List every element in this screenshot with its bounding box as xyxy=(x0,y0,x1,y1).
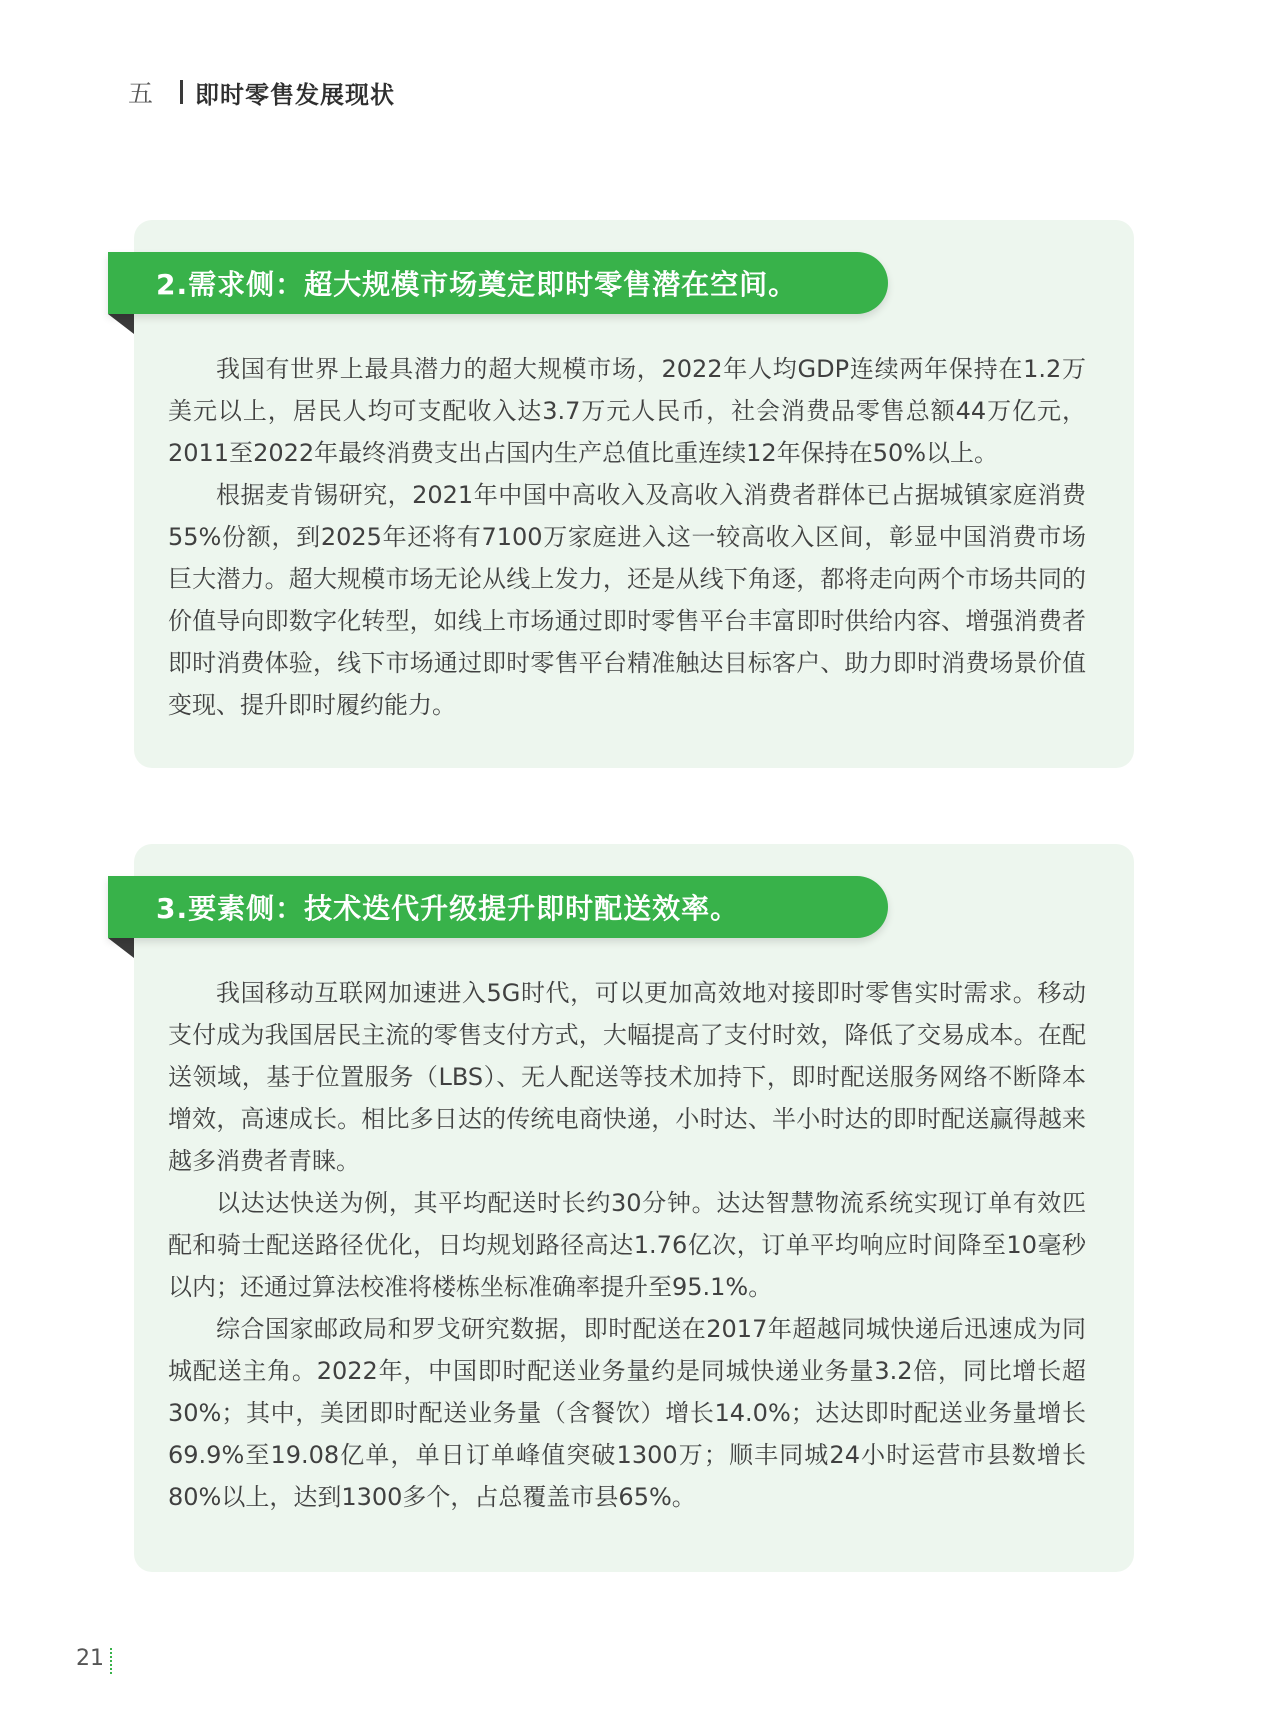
page-number: 21 xyxy=(76,1646,104,1671)
section-number: 五 xyxy=(128,79,155,108)
page-number-divider xyxy=(110,1648,112,1674)
section-header xyxy=(128,72,395,112)
factor-side-title: 3.要素侧：技术迭代升级提升即时配送效率。 xyxy=(156,892,740,925)
ribbon-fold xyxy=(108,314,134,334)
demand-side-body xyxy=(168,348,1086,726)
paragraph: 根据麦肯锡研究，2021年中国中高收入及高收入消费者群体已占据城镇家庭消费55%份额，到2025年还将有7100万家庭进入这一较高收入区间，彰显中国消费市场巨大潜力。超大规模市场无论从线上发力，还是从线下角逐，都将走向两个市场共同的价值导向即数字化转型，如线上市场通过即时零售平台丰富即时供给内容、增强消费者即时消费体验，线下市场通过即时零售平台精准触达目标客户、助力即时消费场景价值变现、提升即时履约能力。 xyxy=(168,481,1086,719)
demand-side-ribbon xyxy=(108,252,888,314)
ribbon-fold xyxy=(108,938,134,958)
demand-side-title: 2.需求侧：超大规模市场奠定即时零售潜在空间。 xyxy=(156,268,798,301)
paragraph: 综合国家邮政局和罗戈研究数据，即时配送在2017年超越同城快递后迅速成为同城配送主角。2022年，中国即时配送业务量约是同城快递业务量3.2倍，同比增长超30%；其中，美团即时配送业务量（含餐饮）增长14.0%；达达即时配送业务量增长69.9%至19.08亿单，单日订单峰值突破1300万；顺丰同城24小时运营市县数增长80%以上，达到1300多个，占总覆盖市县65%。 xyxy=(168,1315,1086,1511)
paragraph: 我国有世界上最具潜力的超大规模市场，2022年人均GDP连续两年保持在1.2万美元以上，居民人均可支配收入达3.7万元人民币，社会消费品零售总额44万亿元，2011至2022年最终消费支出占国内生产总值比重连续12年保持在50%以上。 xyxy=(168,355,1086,467)
section-title: 即时零售发展现状 xyxy=(195,80,396,109)
header-divider xyxy=(180,80,183,104)
factor-side-ribbon xyxy=(108,876,888,938)
paragraph: 我国移动互联网加速进入5G时代，可以更加高效地对接即时零售实时需求。移动支付成为我国居民主流的零售支付方式，大幅提高了支付时效，降低了交易成本。在配送领域，基于位置服务（LBS）、无人配送等技术加持下，即时配送服务网络不断降本增效，高速成长。相比多日达的传统电商快递，小时达、半小时达的即时配送赢得越来越多消费者青睐。 xyxy=(168,979,1086,1175)
factor-side-body xyxy=(168,972,1086,1518)
paragraph: 以达达快送为例，其平均配送时长约30分钟。达达智慧物流系统实现订单有效匹配和骑士配送路径优化，日均规划路径高达1.76亿次，订单平均响应时间降至10毫秒以内；还通过算法校准将楼栋坐标准确率提升至95.1%。 xyxy=(168,1189,1086,1301)
